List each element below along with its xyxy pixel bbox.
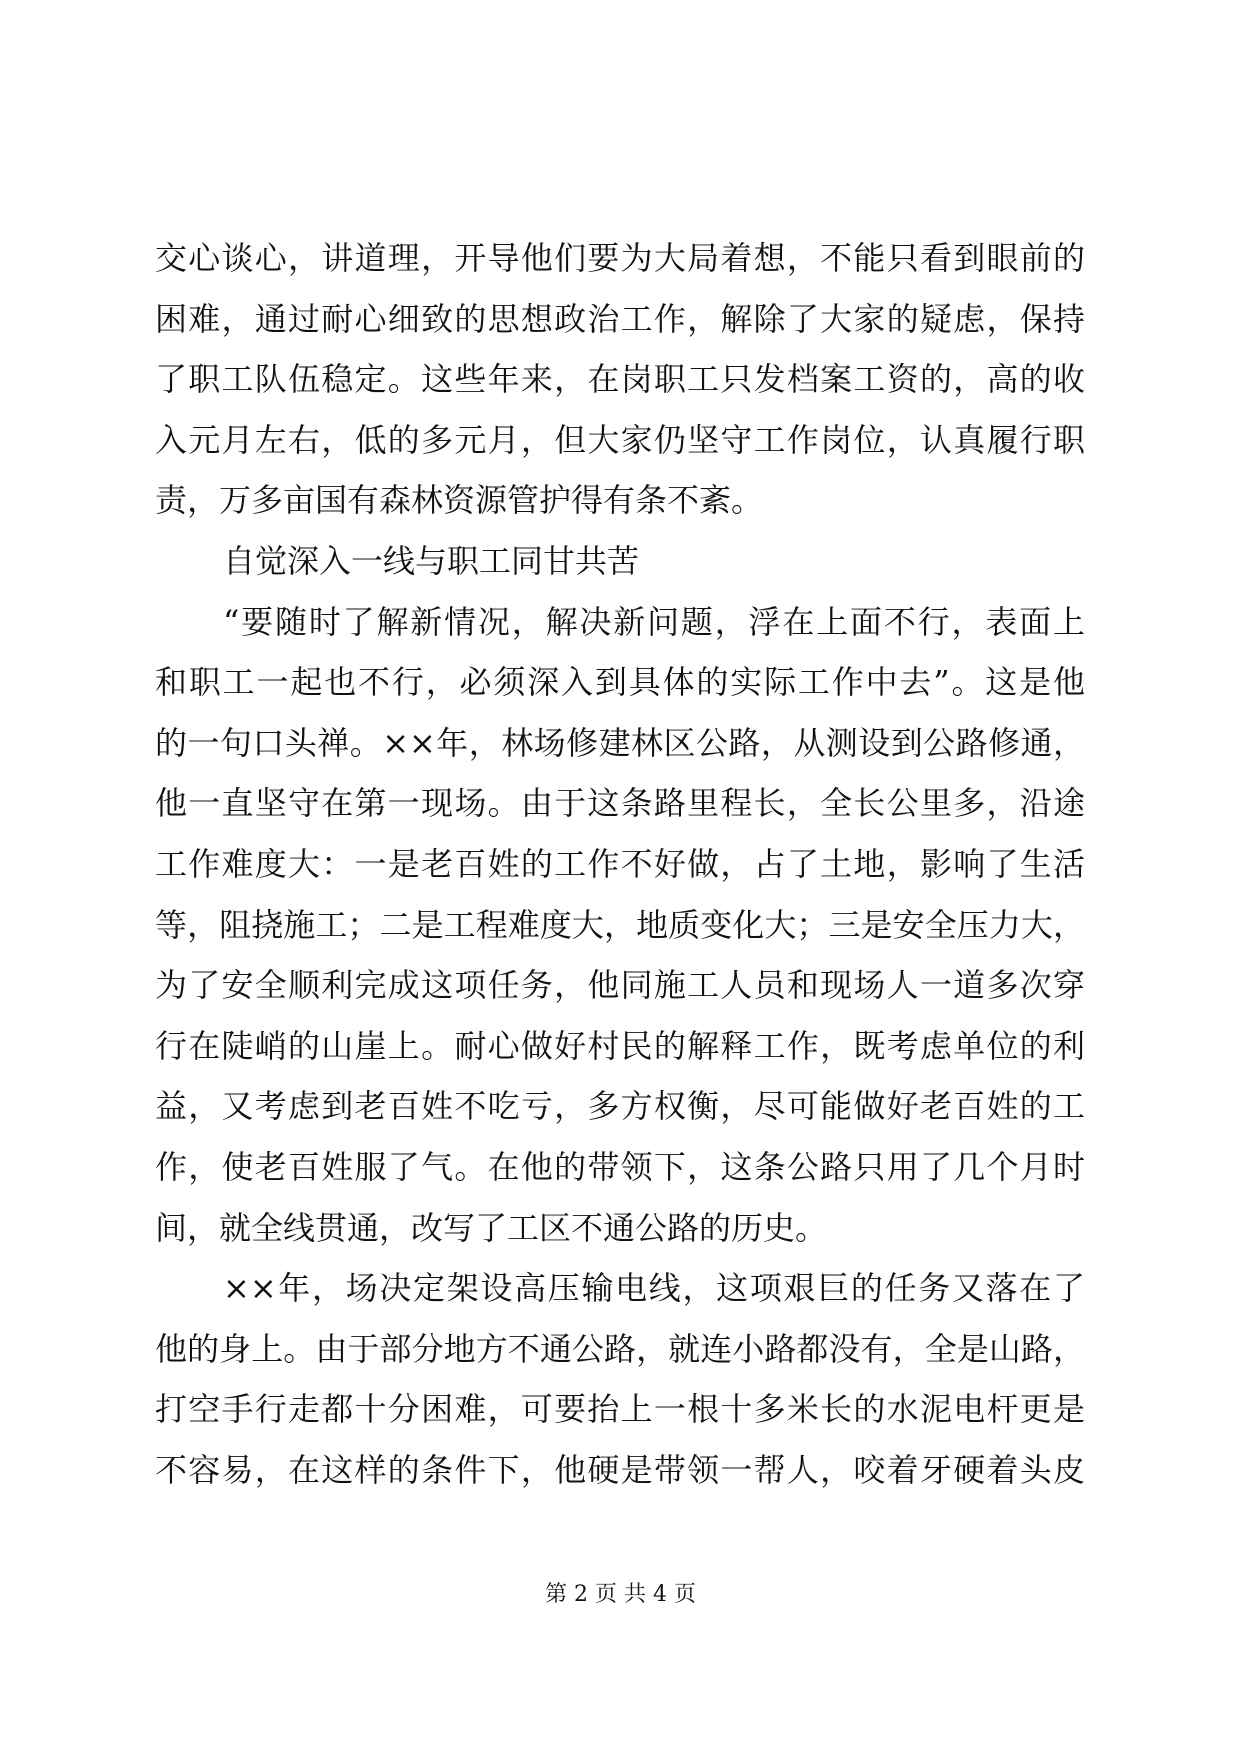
text-line: 间，就全线贯通，改写了工区不通公路的历史。: [155, 1208, 828, 1247]
text-line: 和职工一起也不行，必须深入到具体的实际工作中去”。这是他: [155, 663, 1085, 702]
text-line: 自觉深入一线与职工同甘共苦: [223, 541, 640, 580]
text-line: 作，使老百姓服了气。在他的带领下，这条公路只用了几个月时: [155, 1147, 1085, 1186]
text-line: 责，万多亩国有森林资源管护得有条不紊。: [155, 481, 764, 520]
text-line: “要随时了解新情况，解决新问题，浮在上面不行，表面上: [223, 602, 1085, 641]
text-line: 了职工队伍稳定。这些年来，在岗职工只发档案工资的，高的收: [155, 360, 1085, 399]
text-line: 等，阻挠施工；二是工程难度大，地质变化大；三是安全压力大，: [155, 905, 1085, 944]
text-line: 为了安全顺利完成这项任务，他同施工人员和现场人一道多次穿: [155, 966, 1085, 1005]
text-line: 交心谈心，讲道理，开导他们要为大局着想，不能只看到眼前的: [155, 239, 1085, 277]
document-body: [155, 228, 1085, 1500]
text-line: 的一句口头禅。××年，林场修建林区公路，从测设到公路修通，: [155, 723, 1085, 762]
text-line: 打空手行走都十分困难，可要抬上一根十多米长的水泥电杆更是: [155, 1390, 1085, 1429]
text-line: 困难，通过耐心细致的思想政治工作，解除了大家的疑虑，保持: [155, 299, 1085, 338]
text-line: 他一直坚守在第一现场。由于这条路里程长，全长公里多，沿途: [155, 784, 1085, 823]
text-line: 他的身上。由于部分地方不通公路，就连小路都没有，全是山路，: [155, 1329, 1085, 1368]
text-line: 入元月左右，低的多元月，但大家仍坚守工作岗位，认真履行职: [155, 420, 1085, 459]
text-line: 工作难度大：一是老百姓的工作不好做，占了土地，影响了生活: [155, 844, 1085, 883]
text-line: 行在陡峭的山崖上。耐心做好村民的解释工作，既考虑单位的利: [155, 1026, 1085, 1065]
text-line: 不容易，在这样的条件下，他硬是带领一帮人，咬着牙硬着头皮: [155, 1450, 1085, 1489]
page-footer: 第 2 页 共 4 页: [545, 1582, 696, 1607]
text-line: ××年，场决定架设高压输电线，这项艰巨的任务又落在了: [223, 1269, 1085, 1308]
text-line: 益，又考虑到老百姓不吃亏，多方权衡，尽可能做好老百姓的工: [155, 1087, 1085, 1126]
